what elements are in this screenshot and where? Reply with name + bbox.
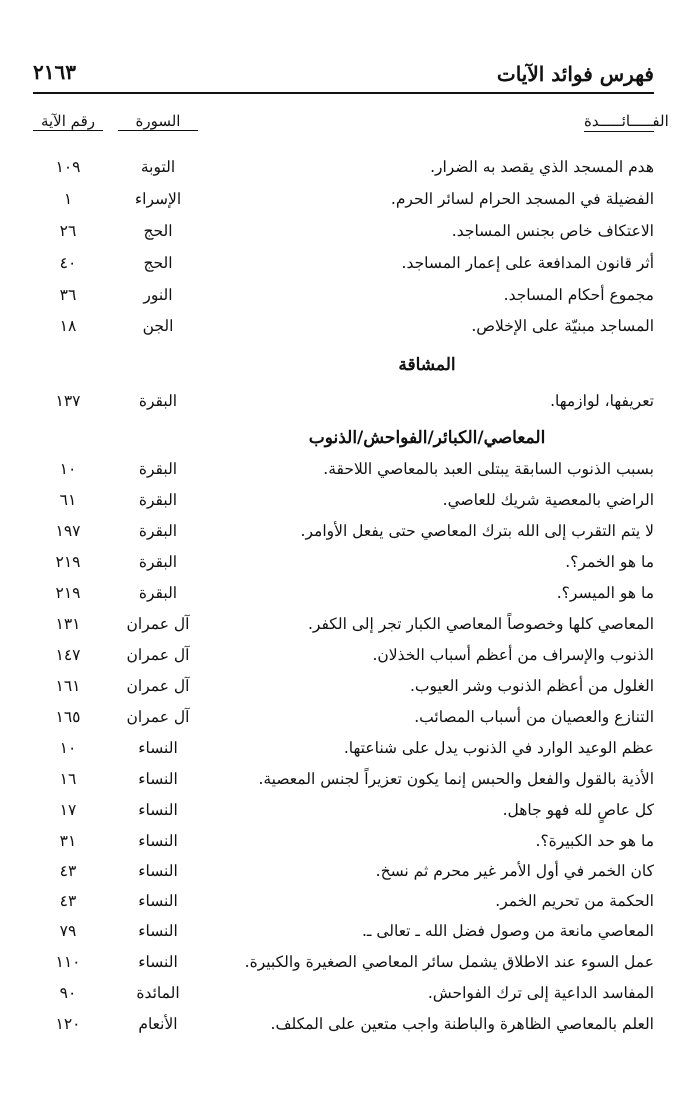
page-header: [33, 58, 654, 94]
row-ayah: ١٣١: [55, 615, 81, 633]
index-row: [0, 611, 694, 642]
index-row: [0, 704, 694, 735]
index-row: [0, 282, 694, 313]
index-row: [0, 456, 694, 487]
row-sura: البقرة: [138, 553, 178, 571]
row-ayah: ١٩٧: [55, 522, 81, 540]
row-text: الذنوب والإسراف من أعظم أسباب الخذلان.: [372, 646, 654, 664]
row-text: المعاصي مانعة من وصول فضل الله ـ تعالى ـ.: [361, 922, 654, 940]
row-text: التنازع والعصيان من أسباب المصائب.: [414, 708, 654, 726]
row-text: الفضيلة في المسجد الحرام لسائر الحرم.: [390, 190, 654, 208]
row-sura: البقرة: [138, 491, 178, 509]
index-row: [0, 518, 694, 549]
row-sura: الحج: [143, 254, 173, 272]
row-ayah: ١٠: [59, 460, 77, 478]
index-row: [0, 580, 694, 611]
row-sura: الأنعام: [138, 1015, 178, 1033]
row-ayah: ١٣٧: [55, 392, 81, 410]
row-ayah: ٦١: [59, 491, 77, 509]
row-ayah: ٧٩: [59, 922, 77, 940]
row-text: المعاصي كلها وخصوصاً المعاصي الكبار تجر إلى الكفر.: [307, 615, 654, 633]
row-sura: آل عمران: [126, 677, 190, 695]
row-ayah: ٢١٩: [55, 584, 81, 602]
row-sura: النساء: [138, 801, 178, 819]
row-ayah: ١٠٩: [55, 158, 81, 176]
row-sura: الإسراء: [134, 190, 182, 208]
row-text: هدم المسجد الذي يقصد به الضرار.: [430, 158, 654, 176]
index-row: [0, 673, 694, 704]
row-ayah: ١٦٥: [55, 708, 81, 726]
row-text: ما هو حد الكبيرة؟.: [535, 832, 654, 850]
row-ayah: ٤٠: [59, 254, 77, 272]
row-ayah: ٩٠: [59, 984, 77, 1002]
row-sura: البقرة: [138, 522, 178, 540]
row-ayah: ٣١: [59, 832, 77, 850]
section-heading: المشاقة: [398, 355, 456, 375]
row-ayah: ١: [63, 190, 73, 208]
row-text: عمل السوء عند الاطلاق يشمل سائر المعاصي الصغيرة والكبيرة.: [244, 953, 654, 971]
row-text: كل عاصٍ لله فهو جاهل.: [502, 801, 654, 819]
row-sura: المائدة: [136, 984, 180, 1002]
row-text: بسبب الذنوب السابقة يبتلى العبد بالمعاصي اللاحقة.: [323, 460, 654, 478]
row-sura: التوبة: [140, 158, 176, 176]
header-title: فهرس فوائد الآيات: [496, 62, 654, 86]
row-sura: البقرة: [138, 460, 178, 478]
row-ayah: ٢١٩: [55, 553, 81, 571]
row-text: تعريفها، لوازمها.: [550, 392, 654, 410]
section-heading: المعاصي/الكبائر/الفواحش/الذنوب: [308, 428, 546, 448]
index-row: [0, 888, 694, 919]
row-sura: النساء: [138, 892, 178, 910]
row-text: كان الخمر في أول الأمر غير محرم ثم نسخ.: [375, 862, 654, 880]
index-row: [0, 250, 694, 281]
row-text: ما هو الخمر؟.: [565, 553, 654, 571]
row-text: الأذية بالقول والفعل والحبس إنما يكون تعزيراً لجنس المعصية.: [258, 770, 654, 788]
row-sura: النساء: [138, 953, 178, 971]
row-text: مجموع أحكام المساجد.: [503, 286, 654, 304]
row-text: عظم الوعيد الوارد في الذنوب يدل على شناعتها.: [343, 739, 654, 757]
row-sura: البقرة: [138, 584, 178, 602]
index-row: [0, 313, 694, 344]
row-ayah: ١٢٠: [55, 1015, 81, 1033]
row-ayah: ٤٣: [59, 892, 77, 910]
row-ayah: ١٦١: [55, 677, 81, 695]
row-ayah: ١٧: [59, 801, 77, 819]
index-row: [0, 797, 694, 828]
column-header-ayah: رقم الآية: [33, 112, 103, 131]
row-sura: النور: [143, 286, 173, 304]
row-sura: الجن: [142, 317, 174, 335]
row-sura: النساء: [138, 922, 178, 940]
index-row: [0, 186, 694, 217]
index-row: [0, 642, 694, 673]
row-sura: النساء: [138, 770, 178, 788]
row-text: لا يتم التقرب إلى الله بترك المعاصي حتى يفعل الأوامر.: [300, 522, 654, 540]
row-text: ما هو الميسر؟.: [556, 584, 654, 602]
column-header-sura: السورة: [118, 112, 198, 131]
index-row: [0, 735, 694, 766]
index-row: [0, 858, 694, 889]
row-ayah: ٣٦: [59, 286, 77, 304]
index-row: [0, 766, 694, 797]
row-text: العلم بالمعاصي الظاهرة والباطنة واجب متعين على المكلف.: [270, 1015, 654, 1033]
index-row: [0, 487, 694, 518]
index-row: [0, 218, 694, 249]
page-number: ٢١٦٣: [33, 60, 76, 84]
row-text: الراضي بالمعصية شريك للعاصي.: [442, 491, 654, 509]
row-text: الغلول من أعظم الذنوب وشر العيوب.: [409, 677, 654, 695]
row-text: المفاسد الداعية إلى ترك الفواحش.: [427, 984, 654, 1002]
index-row: [0, 980, 694, 1011]
index-row: [0, 154, 694, 185]
row-text: الاعتكاف خاص بجنس المساجد.: [451, 222, 654, 240]
row-sura: النساء: [138, 832, 178, 850]
index-row: [0, 388, 694, 419]
index-row: [0, 549, 694, 580]
row-ayah: ١٤٧: [55, 646, 81, 664]
row-ayah: ١٠: [59, 739, 77, 757]
row-ayah: ١٨: [59, 317, 77, 335]
row-text: أثر قانون المدافعة على إعمار المساجد.: [401, 254, 654, 272]
row-sura: آل عمران: [126, 615, 190, 633]
index-row: [0, 1011, 694, 1042]
row-ayah: ١٦: [59, 770, 77, 788]
row-sura: آل عمران: [126, 708, 190, 726]
index-row: [0, 949, 694, 980]
row-sura: البقرة: [138, 392, 178, 410]
index-row: [0, 828, 694, 859]
row-ayah: ١١٠: [55, 953, 81, 971]
row-sura: النساء: [138, 739, 178, 757]
row-text: المساجد مبنيّة على الإخلاص.: [471, 317, 654, 335]
column-header-faida: الفـــــائـــــدة: [584, 112, 669, 130]
row-ayah: ٤٣: [59, 862, 77, 880]
row-sura: النساء: [138, 862, 178, 880]
row-ayah: ٢٦: [59, 222, 77, 240]
row-sura: آل عمران: [126, 646, 190, 664]
index-row: [0, 918, 694, 949]
row-text: الحكمة من تحريم الخمر.: [495, 892, 654, 910]
row-sura: الحج: [143, 222, 173, 240]
